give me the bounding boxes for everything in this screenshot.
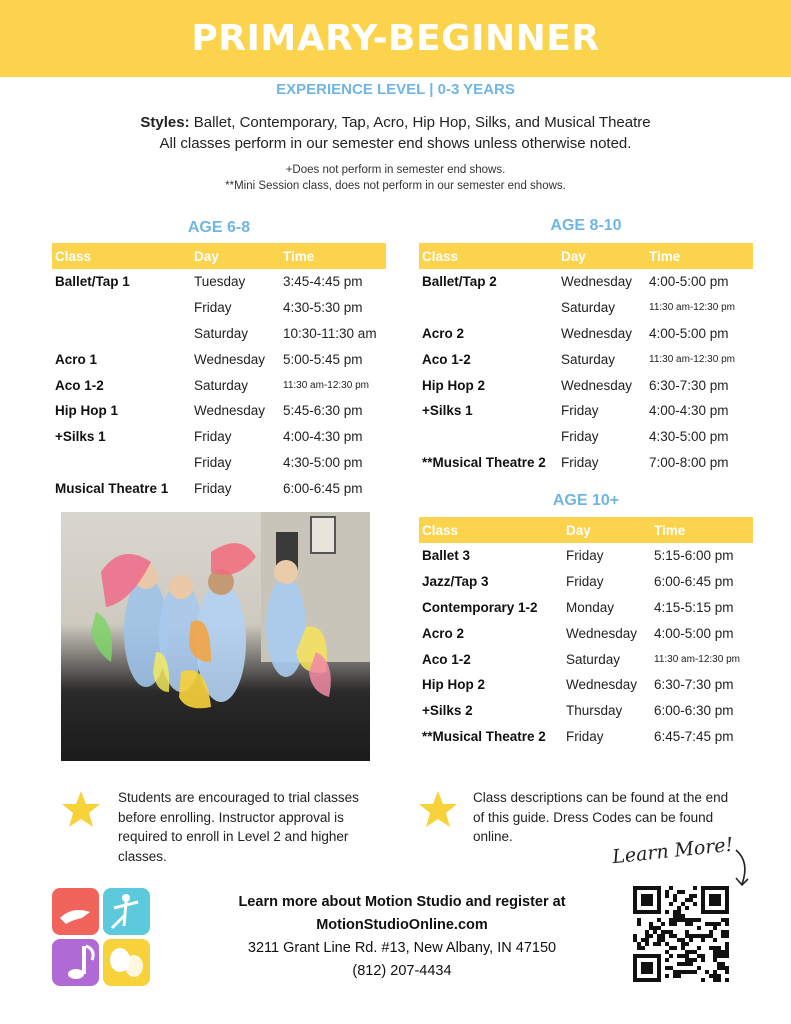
phone: (812) 207-4434 (352, 963, 452, 979)
schedule-table-age-10-plus (419, 517, 753, 749)
col-header-day: Day (191, 243, 280, 269)
cell-class: +Silks 2 (422, 703, 473, 719)
table-row (419, 321, 753, 347)
col-header-time: Time (651, 517, 753, 543)
cell-time: 7:00-8:00 pm (649, 454, 729, 470)
table-row (52, 424, 386, 450)
col-header-class: Class (52, 243, 191, 269)
table-row (419, 372, 753, 398)
cell-time: 4:00-5:00 pm (654, 625, 734, 641)
footnotes (0, 163, 791, 194)
cell-day: Friday (566, 574, 604, 590)
age-6-8-title: AGE 6-8 (187, 219, 251, 236)
cell-day: Friday (194, 300, 232, 316)
cell-day: Wednesday (566, 677, 638, 693)
note-plus: +Does not perform in semester end shows. (285, 164, 506, 176)
cell-class (52, 321, 191, 347)
cell-time: 6:45-7:45 pm (654, 728, 734, 744)
cell-time: 4:00-4:30 pm (283, 429, 363, 445)
cell-day: Wednesday (561, 274, 633, 290)
cell-time: 6:30-7:30 pm (654, 677, 734, 693)
note-double-star: **Mini Session class, does not perform in our semester end shows. (225, 179, 566, 192)
star-icon (61, 789, 101, 829)
perform-note: All classes perform in our semester end shows unless otherwise noted. (159, 135, 632, 152)
cell-class: Acro 2 (422, 325, 465, 341)
cell-class: Aco 1-2 (422, 651, 471, 667)
cell-class: Hip Hop 2 (422, 677, 485, 693)
cell-day: Friday (194, 480, 232, 496)
cell-class: Musical Theatre 1 (55, 480, 169, 496)
styles-line (0, 112, 791, 133)
dancers-photo (61, 512, 370, 761)
experience-level: EXPERIENCE LEVEL | 0-3 YEARS (276, 81, 515, 98)
table-row (419, 672, 753, 698)
footer-contact (180, 891, 624, 983)
cell-time: 4:00-5:00 pm (649, 325, 729, 341)
qr-code[interactable] (633, 886, 729, 982)
cell-day: Saturday (561, 351, 616, 367)
table-row (419, 646, 753, 672)
table-row (419, 569, 753, 595)
cell-class: **Musical Theatre 2 (422, 728, 546, 744)
cell-class: Hip Hop 2 (422, 377, 485, 393)
cell-class: Contemporary 1-2 (422, 599, 538, 615)
cell-class: Ballet 3 (422, 548, 471, 564)
cell-day: Wednesday (566, 625, 638, 641)
cell-class (419, 424, 558, 450)
table-header-row (419, 517, 753, 543)
col-header-time: Time (280, 243, 386, 269)
cell-class: Hip Hop 1 (55, 403, 118, 419)
table-row (52, 269, 386, 295)
cell-time: 4:30-5:00 pm (283, 454, 363, 470)
cell-day: Friday (566, 728, 604, 744)
cell-day: Friday (561, 429, 599, 445)
table-row (419, 346, 753, 372)
cell-day: Tuesday (194, 274, 246, 290)
website-link[interactable]: MotionStudioOnline.com (316, 917, 488, 933)
table-row (419, 698, 753, 724)
table-row (419, 450, 753, 476)
table-row (52, 346, 386, 372)
table-row (419, 295, 753, 321)
cell-time: 11:30 am-12:30 pm (649, 353, 735, 365)
cell-time: 3:45-4:45 pm (283, 274, 363, 290)
table-row (419, 269, 753, 295)
table-row (52, 321, 386, 347)
motion-studio-logo (52, 888, 150, 986)
col-header-class: Class (419, 243, 558, 269)
table-row (52, 450, 386, 476)
cell-time: 6:00-6:45 pm (283, 480, 363, 496)
cell-class: **Musical Theatre 2 (422, 454, 546, 470)
cell-day: Wednesday (561, 325, 633, 341)
cell-day: Thursday (566, 703, 623, 719)
cell-class: Ballet/Tap 1 (55, 274, 130, 290)
cell-day: Saturday (561, 300, 616, 316)
tip-trial-classes: Students are encouraged to trial classes before enrolling. Instructor approval is required to enroll in Level 2 and higher classes. (118, 790, 359, 864)
learn-more-script: Learn More! (611, 833, 735, 869)
cell-class (52, 450, 191, 476)
cell-day: Wednesday (194, 351, 266, 367)
cell-day: Saturday (566, 651, 621, 667)
styles-label: Styles: (140, 114, 190, 131)
table-row (52, 295, 386, 321)
star-icon (418, 789, 458, 829)
cell-class (419, 295, 558, 321)
table-row (419, 398, 753, 424)
table-row (419, 424, 753, 450)
cell-class: Aco 1-2 (422, 351, 471, 367)
col-header-class: Class (419, 517, 563, 543)
cell-time: 5:15-6:00 pm (654, 548, 734, 564)
cell-time: 11:30 am-12:30 pm (283, 379, 369, 391)
page-title: PRIMARY-BEGINNER (191, 18, 600, 59)
cell-day: Saturday (194, 377, 249, 393)
table-row (52, 398, 386, 424)
cell-time: 5:00-5:45 pm (283, 351, 363, 367)
address: 3211 Grant Line Rd. #13, New Albany, IN 47150 (247, 940, 557, 956)
cell-class: +Silks 1 (55, 429, 106, 445)
col-header-time: Time (646, 243, 753, 269)
col-header-day: Day (563, 517, 651, 543)
cell-class: Acro 2 (422, 625, 465, 641)
table-header-row (419, 243, 753, 269)
table-row (419, 595, 753, 621)
cell-time: 6:00-6:45 pm (654, 574, 734, 590)
cell-time: 4:15-5:15 pm (654, 599, 734, 615)
cell-time: 6:30-7:30 pm (649, 377, 729, 393)
arrow-down-icon (730, 848, 754, 888)
styles-list: Ballet, Contemporary, Tap, Acro, Hip Hop, Silks, and Musical Theatre (189, 114, 651, 131)
table-row (419, 543, 753, 569)
cell-time: 6:00-6:30 pm (654, 703, 734, 719)
cell-class: Jazz/Tap 3 (422, 574, 489, 590)
schedule-table-age-6-8 (52, 243, 386, 501)
cell-class (52, 295, 191, 321)
title-banner (0, 0, 791, 77)
table-row (52, 372, 386, 398)
cell-time: 11:30 am-12:30 pm (654, 653, 740, 665)
cell-time: 4:00-4:30 pm (649, 403, 729, 419)
table-row (419, 620, 753, 646)
cell-day: Wednesday (561, 377, 633, 393)
cell-time: 4:30-5:00 pm (649, 429, 729, 445)
table-row (419, 724, 753, 750)
cell-day: Monday (566, 599, 615, 615)
cell-day: Friday (566, 548, 604, 564)
cell-class: Acro 1 (55, 351, 98, 367)
tip-class-descriptions: Class descriptions can be found at the end of this guide. Dress Codes can be found online. (473, 790, 729, 844)
cell-time: 10:30-11:30 am (283, 325, 377, 341)
schedule-table-age-8-10 (419, 243, 753, 475)
cell-time: 4:00-5:00 pm (649, 274, 729, 290)
cell-day: Friday (561, 454, 599, 470)
cell-day: Friday (561, 403, 599, 419)
cell-class: Aco 1-2 (55, 377, 104, 393)
cell-time: 5:45-6:30 pm (283, 403, 363, 419)
cell-time: 11:30 am-12:30 pm (649, 302, 735, 314)
cell-day: Friday (194, 454, 232, 470)
table-row (52, 475, 386, 501)
table-header-row (52, 243, 386, 269)
cell-class: +Silks 1 (422, 403, 473, 419)
col-header-day: Day (558, 243, 646, 269)
cell-day: Friday (194, 429, 232, 445)
cell-class: Ballet/Tap 2 (422, 274, 497, 290)
cell-day: Saturday (194, 325, 249, 341)
age-8-10-title: AGE 8-10 (550, 217, 622, 234)
styles-block (0, 112, 791, 154)
age-10-plus-title: AGE 10+ (552, 492, 620, 509)
cell-time: 4:30-5:30 pm (283, 300, 363, 316)
footer-line1: Learn more about Motion Studio and register at (238, 894, 566, 910)
cell-day: Wednesday (194, 403, 266, 419)
